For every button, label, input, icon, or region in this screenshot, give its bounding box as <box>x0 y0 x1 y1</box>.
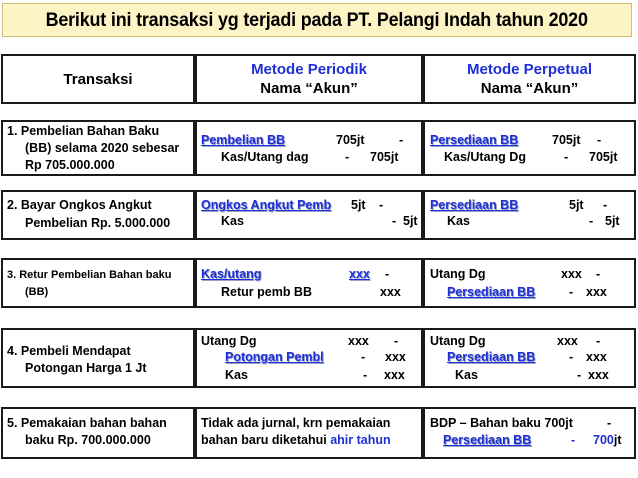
debit-sign: - <box>607 416 612 430</box>
credit-sign: - <box>571 433 576 447</box>
header-periodik-subtitle: Nama “Akun” <box>260 80 358 97</box>
debit-amount: 5jt <box>569 198 584 212</box>
perpetual-cell-1 <box>423 120 636 176</box>
periodik-cell-2 <box>195 190 423 240</box>
credit-sign: - <box>589 214 594 228</box>
perpetual-cell-2 <box>423 190 636 240</box>
table-row <box>0 258 638 308</box>
trans-text: 2. Bayar Ongkos Angkut <box>7 198 152 212</box>
debit-amount: 705jt <box>336 133 365 147</box>
credit-sign: - <box>361 350 366 364</box>
credit-sign: - <box>569 285 574 299</box>
table-row <box>0 190 638 240</box>
debit-sign: - <box>603 198 608 212</box>
credit-amount: xxx <box>380 285 401 299</box>
perpetual-cell-3 <box>423 258 636 308</box>
header-perpetual-title: Metode Perpetual <box>466 61 593 78</box>
debit-sign: - <box>399 133 404 147</box>
table-row <box>0 328 638 388</box>
header-perpetual <box>423 54 636 104</box>
credit-amount: xxx <box>588 368 609 382</box>
credit-amount: xxx <box>385 350 406 364</box>
debit-sign: - <box>596 267 601 281</box>
table-row <box>0 407 638 459</box>
credit-account: Kas/Utang Dg <box>444 150 526 164</box>
periodik-cell-4 <box>195 328 423 388</box>
debit-account: Utang Dg <box>430 334 486 348</box>
periodik-cell-1 <box>195 120 423 176</box>
note-text-line <box>201 433 391 448</box>
debit-amount: xxx <box>348 334 369 348</box>
trans-cell-5 <box>1 407 195 459</box>
credit-amount: xxx <box>586 285 607 299</box>
page-title: Berikut ini transaksi yg terjadi pada PT. Pelangi Indah tahun 2020 <box>45 8 589 31</box>
credit-account: Kas <box>225 368 248 382</box>
credit-account: Persediaan BB <box>447 350 536 364</box>
header-periodik-title: Metode Periodik <box>251 61 367 78</box>
perpetual-cell-5 <box>423 407 636 459</box>
note-text: bahan baru diketahui <box>201 433 327 447</box>
credit-account: Persediaan BB <box>447 285 536 299</box>
title-banner <box>2 3 632 37</box>
credit-amount: 705jt <box>370 150 399 164</box>
credit-amount: 5jt <box>605 214 620 228</box>
trans-text: (BB) selama 2020 sebesar <box>25 141 180 155</box>
debit-account: Persediaan BB <box>430 198 519 212</box>
credit-account: Retur pemb BB <box>221 285 312 299</box>
trans-text: 3. Retur Pembelian Bahan baku <box>7 269 172 281</box>
header-row <box>0 54 638 104</box>
trans-text: Potongan Harga 1 Jt <box>25 361 147 375</box>
credit-account: Persediaan BB <box>443 433 532 447</box>
debit-amount: 5jt <box>351 198 366 212</box>
debit-account: Kas/utang <box>201 267 262 281</box>
credit-account: Potongan Pembl <box>225 350 324 364</box>
table-row <box>0 120 638 176</box>
debit-sign: - <box>596 334 601 348</box>
trans-text: 4. Pembeli Mendapat <box>7 344 131 358</box>
credit-sign: - <box>363 368 368 382</box>
credit-account: Kas/Utang dag <box>221 150 309 164</box>
trans-cell-1 <box>1 120 195 176</box>
trans-text: (BB) <box>25 286 49 298</box>
credit-account: Kas <box>455 368 478 382</box>
trans-cell-2 <box>1 190 195 240</box>
trans-text: Pembelian Rp. 5.000.000 <box>25 216 171 230</box>
note-highlight: ahir tahun <box>330 433 391 447</box>
credit-sign: - <box>564 150 569 164</box>
perpetual-cell-4 <box>423 328 636 388</box>
credit-amount: 5jt <box>403 214 418 228</box>
debit-account: Ongkos Angkut Pemb <box>201 198 332 212</box>
credit-account: Kas <box>447 214 470 228</box>
credit-amount-suffix: jt <box>613 433 622 447</box>
header-transaksi-label: Transaksi <box>63 71 133 88</box>
credit-amount: xxx <box>586 350 607 364</box>
debit-sign: - <box>379 198 384 212</box>
debit-sign: - <box>394 334 399 348</box>
credit-amount-number: 700 <box>593 433 614 447</box>
debit-account: Utang Dg <box>201 334 257 348</box>
credit-sign: - <box>392 214 397 228</box>
trans-cell-4 <box>1 328 195 388</box>
credit-account: Kas <box>221 214 244 228</box>
credit-amount <box>593 433 622 448</box>
debit-account: Utang Dg <box>430 267 486 281</box>
debit-amount: xxx <box>561 267 582 281</box>
note-text: Tidak ada jurnal, krn pemakaian <box>201 416 391 430</box>
trans-text: Rp 705.000.000 <box>25 158 115 172</box>
debit-amount: 705jt <box>552 133 581 147</box>
debit-sign: - <box>597 133 602 147</box>
trans-text: 1. Pembelian Bahan Baku <box>7 124 160 138</box>
header-periodik <box>195 54 423 104</box>
trans-text: baku Rp. 700.000.000 <box>25 433 151 447</box>
header-perpetual-subtitle: Nama “Akun” <box>480 80 579 97</box>
credit-amount: xxx <box>384 368 405 382</box>
debit-account: Persediaan BB <box>430 133 519 147</box>
header-transaksi <box>1 54 195 104</box>
credit-sign: - <box>577 368 582 382</box>
periodik-cell-5 <box>195 407 423 459</box>
trans-cell-3 <box>1 258 195 308</box>
debit-amount: xxx <box>557 334 578 348</box>
credit-amount: 705jt <box>589 150 618 164</box>
credit-sign: - <box>345 150 350 164</box>
debit-account: Pembelian BB <box>201 133 286 147</box>
periodik-cell-3 <box>195 258 423 308</box>
debit-entry: BDP – Bahan baku 700jt <box>430 416 573 430</box>
trans-text: 5. Pemakaian bahan bahan <box>7 416 167 430</box>
credit-sign: - <box>569 350 574 364</box>
debit-sign: - <box>385 267 390 281</box>
debit-amount: xxx <box>349 267 370 281</box>
